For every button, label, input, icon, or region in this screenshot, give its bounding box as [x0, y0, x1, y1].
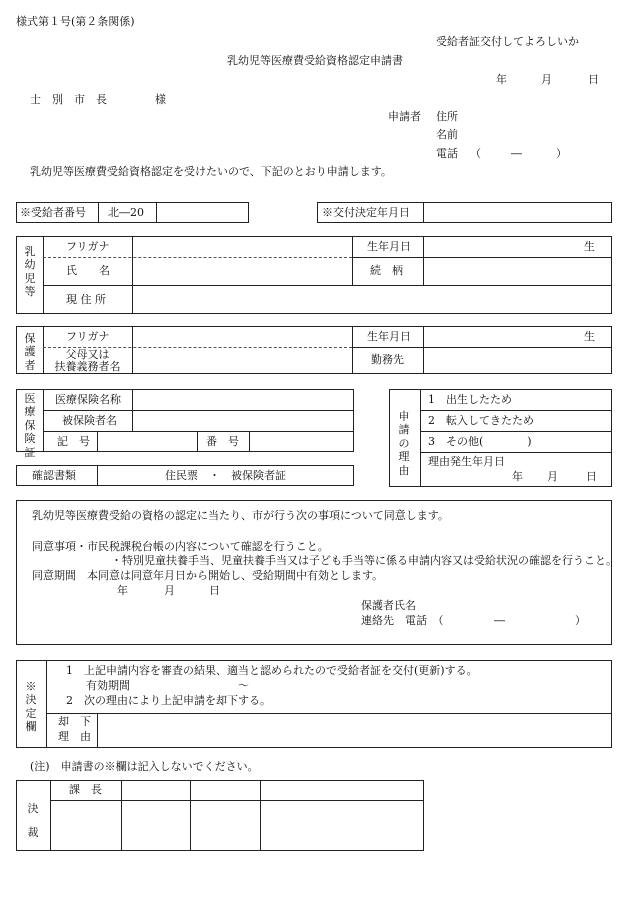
phone-close-paren: ）	[556, 147, 567, 160]
guardian-workplace-label: 勤務先	[371, 353, 404, 366]
infant-furigana-label: フリガナ	[66, 240, 110, 253]
address-label: 住所	[436, 110, 458, 123]
reason-item-2: 2 転入してきたため	[428, 414, 534, 427]
infant-section-label: 乳幼児等	[24, 245, 36, 299]
reason-item-3: 3 その他( )	[428, 435, 532, 448]
consent-intro: 乳幼児等医療費受給の資格の認定に当たり、市が行う次の事項について同意します。	[32, 509, 449, 522]
guardian-parent-label-1: 父母又は	[65, 348, 110, 361]
guardian-birth-suffix: 生	[584, 330, 595, 343]
consent-contact-label: 連絡先 電話 （	[361, 614, 444, 627]
consent-contact-dash: ―	[494, 614, 505, 627]
reason-occurred-label: 理由発生年月日	[428, 455, 505, 468]
insurer-name-label: 医療保険名称	[55, 393, 121, 406]
consent-item-2: ・特別児童扶養手当、児童扶養手当又は子ども手当等に係る申請内容又は受給状況の確認を行うこと。	[111, 554, 617, 567]
reason-month-label: 月	[547, 470, 558, 483]
consent-guardian-name-label: 保護者氏名	[361, 599, 416, 612]
phone-label: 電話	[436, 147, 458, 160]
insurance-section-label: 医療保険証	[24, 392, 36, 459]
applicant-label: 申請者	[388, 110, 421, 123]
form-title: 乳幼児等医療費受給資格認定申請書	[227, 54, 403, 67]
infant-relation-label: 続 柄	[370, 264, 403, 277]
decision-tilde: ～	[238, 679, 249, 692]
consent-item-1: 同意事項・市民税課税台帳の内容について確認を行うこと。	[32, 540, 329, 553]
reason-year-label: 年	[512, 470, 523, 483]
infant-name-label: 氏 名	[66, 264, 110, 277]
confirm-docs-value: 住民票 ・ 被保険者証	[165, 469, 286, 482]
date-month-label: 月	[541, 73, 552, 86]
phone-open-paren: （	[470, 147, 481, 160]
decision-validity-label: 有効期間	[86, 679, 130, 692]
recipient-number-value: 北―20	[108, 206, 144, 219]
guardian-section-label: 保護者	[24, 332, 36, 372]
reason-item-1: 1 出生したため	[428, 393, 512, 406]
reject-reason-label-2: 理 由	[58, 730, 91, 743]
decision-line-2: 2 次の理由により上記申請を却下する。	[66, 694, 271, 707]
date-day-label: 日	[588, 73, 599, 86]
recipient-number-label: ※受給者番号	[20, 206, 86, 219]
note-text: (注) 申請書の※欄は記入しないでください。	[30, 760, 259, 773]
issue-request-text: 受給者証交付してよろしいか	[436, 35, 579, 48]
consent-period: 同意期間 本同意は同意年月日から開始し、受給期間中有効とします。	[32, 569, 384, 582]
consent-year-label: 年	[117, 584, 128, 597]
insurance-number-label: 番 号	[206, 435, 239, 448]
decision-line-1: 1 上記申請内容を審査の結果、適当と認められたので受給者証を交付(更新)する。	[66, 664, 478, 677]
infant-address-label: 現 住 所	[66, 293, 106, 306]
guardian-parent-label-2: 扶養義務者名	[54, 360, 121, 373]
intro-text: 乳幼児等医療費受給資格認定を受けたいので、下記のとおり申請します。	[30, 165, 392, 178]
decision-section-label: ※決定欄	[25, 680, 37, 734]
phone-dash: ―	[511, 147, 522, 160]
reason-day-label: 日	[586, 470, 597, 483]
approval-section-label: 決 裁	[27, 802, 50, 839]
approval-chief-label: 課 長	[69, 783, 102, 796]
guardian-furigana-label: フリガナ	[66, 330, 110, 343]
consent-day-label: 日	[209, 584, 220, 597]
date-year-label: 年	[496, 73, 507, 86]
consent-contact-close: ）	[575, 614, 586, 627]
insurance-symbol-label: 記 号	[57, 435, 90, 448]
infant-birthdate-label: 生年月日	[367, 240, 411, 253]
infant-birth-suffix: 生	[584, 240, 595, 253]
confirm-docs-label: 確認書類	[32, 469, 76, 482]
reject-reason-label-1: 却 下	[58, 715, 91, 728]
decision-date-label: ※交付決定年月日	[322, 206, 410, 219]
form-number: 様式第１号(第２条関係)	[16, 15, 135, 28]
reason-section-label: 申請の理由	[398, 410, 410, 477]
name-label: 名前	[436, 128, 458, 141]
consent-month-label: 月	[164, 584, 175, 597]
addressee: 士 別 市 長	[30, 93, 107, 106]
guardian-birthdate-label: 生年月日	[367, 330, 411, 343]
insured-name-label: 被保険者名	[62, 414, 117, 427]
honorific: 様	[155, 93, 166, 106]
